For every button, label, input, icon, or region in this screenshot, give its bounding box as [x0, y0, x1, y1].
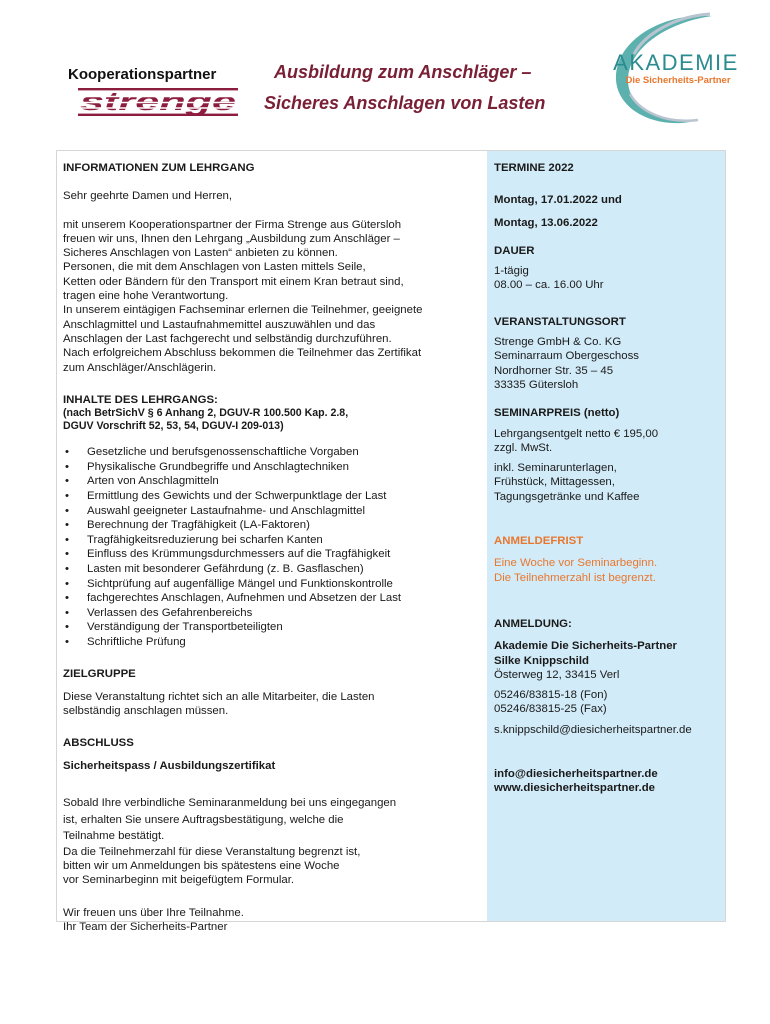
ort-heading: VERANSTALTUNGSORT — [494, 315, 626, 328]
closing-b — [63, 845, 481, 888]
inhalte-heading: INHALTE DES LEHRGANGS: — [63, 393, 218, 406]
preis-incl — [494, 461, 719, 504]
intro-line: In unserem eintägigen Fachseminar erlernen die Teilnehmer, geeignete — [63, 304, 423, 317]
preis-incl-line: inkl. Seminarunterlagen, — [494, 462, 617, 475]
list-item: • Sichtprüfung auf augenfällige Mängel und Funktionskontrolle — [63, 577, 481, 592]
intro-line: tragen eine hohe Verantwortung. — [63, 290, 229, 303]
frist-1: Eine Woche vor Seminarbeginn. — [494, 557, 658, 570]
zielgruppe-line-2: selbständig anschlagen müssen. — [63, 705, 229, 718]
closing-line: vor Seminarbeginn mit beigefügtem Formular. — [63, 874, 295, 887]
intro-line: Sicheres Anschlagen von Lasten“ anbieten zu können. — [63, 247, 338, 260]
partner-label: Kooperationspartner — [68, 66, 217, 83]
intro-line: zum Anschläger/Anschlägerin. — [63, 361, 217, 374]
intro-text — [63, 218, 481, 375]
left-column — [57, 151, 487, 933]
closing-line: Teilnahme bestätigt. — [63, 830, 165, 843]
list-item: • Ermittlung des Gewichts und der Schwerpunktlage der Last — [63, 489, 481, 504]
ort-line: 33335 Gütersloh — [494, 378, 579, 391]
website-link[interactable]: www.diesicherheitspartner.de — [494, 782, 655, 795]
strenge-logo[interactable] — [78, 86, 238, 118]
anmeldung-org: Akademie Die Sicherheits-Partner — [494, 640, 677, 653]
strenge-logo-text: strenge — [80, 86, 236, 116]
list-item: • Verlassen des Gefahrenbereichs — [63, 606, 481, 621]
email-link[interactable]: s.knippschild@diesicherheitspartner.de — [494, 723, 692, 736]
title-line-1: Ausbildung zum Anschläger – — [274, 62, 532, 82]
closing-line: ist, erhalten Sie unsere Auftragsbestätigung, welche die — [63, 813, 344, 826]
intro-line: Anschlagmittel und Lastaufnahmemittel auszuwählen und das — [63, 318, 376, 331]
intro-line: Personen, die mit dem Anschlagen von Lasten mittels Seile, — [63, 261, 366, 274]
zielgruppe-heading: ZIELGRUPPE — [63, 668, 136, 681]
greeting: Sehr geehrte Damen und Herren, — [63, 190, 233, 203]
intro-line: Anschlagen der Last fachgerecht und selbständig durchzuführen. — [63, 332, 392, 345]
dauer-heading: DAUER — [494, 244, 535, 257]
closing-line: Sobald Ihre verbindliche Seminaranmeldung bei uns eingegangen — [63, 796, 397, 809]
farewell-2: Ihr Team der Sicherheits-Partner — [63, 920, 228, 933]
list-item: • Schriftliche Prüfung — [63, 635, 481, 650]
phone: 05246/83815-18 (Fon) — [494, 689, 608, 702]
preis-incl-line: Tagungsgetränke und Kaffee — [494, 490, 640, 503]
intro-line: freuen wir uns, Ihnen den Lehrgang „Ausbildung zum Anschläger – — [63, 232, 400, 245]
inhalte-ref-1: (nach BetrSichV § 6 Anhang 2, DGUV-R 100.500 Kap. 2.8, — [63, 407, 349, 420]
inhalte-list — [63, 445, 481, 649]
list-item: • Auswahl geeigneter Lastaufnahme- und Anschlagmittel — [63, 504, 481, 519]
fax: 05246/83815-25 (Fax) — [494, 703, 607, 716]
preis-incl-line: Frühstück, Mittagessen, — [494, 476, 615, 489]
zielgruppe-line-1: Diese Veranstaltung richtet sich an alle Mitarbeiter, die Lasten — [63, 690, 375, 703]
list-item: • Physikalische Grundbegriffe und Anschlagtechniken — [63, 460, 481, 475]
list-item: • Einfluss des Krümmungsdurchmessers auf die Tragfähigkeit — [63, 547, 481, 562]
termine-heading: TERMINE 2022 — [494, 162, 574, 174]
list-item: • Gesetzliche und berufsgenossenschaftliche Vorgaben — [63, 445, 481, 460]
preis-1: Lehrgangsentgelt netto € 195,00 — [494, 427, 659, 440]
abschluss-heading: ABSCHLUSS — [63, 737, 134, 750]
closing-line: bitten wir um Anmeldungen bis spätestens eine Woche — [63, 860, 340, 873]
ort-line: Seminarraum Obergeschoss — [494, 350, 639, 363]
ort-line: Nordhorner Str. 35 – 45 — [494, 364, 614, 377]
list-item: • Verständigung der Transportbeteiligten — [63, 620, 481, 635]
date-1: Montag, 17.01.2022 und — [494, 194, 622, 207]
frist-heading: ANMELDEFRIST — [494, 535, 584, 548]
ort-address — [494, 335, 719, 392]
info-heading: INFORMATIONEN ZUM LEHRGANG — [63, 162, 255, 174]
preis-heading: SEMINARPREIS (netto) — [494, 407, 620, 420]
dauer-2: 08.00 – ca. 16.00 Uhr — [494, 279, 604, 292]
anmeldung-person: Silke Knippschild — [494, 654, 589, 667]
title-line-2: Sicheres Anschlagen von Lasten — [264, 93, 546, 113]
anmeldung-address: Österweg 12, 33415 Verl — [494, 668, 620, 681]
list-item: • Tragfähigkeitsreduzierung bei scharfen Kanten — [63, 533, 481, 548]
akademie-name: AKADEMIE — [613, 50, 739, 75]
intro-line: Ketten oder Bändern für den Transport mit einem Kran betraut sind, — [63, 275, 404, 288]
intro-line: Nach erfolgreichem Abschluss bekommen die Teilnehmer das Zertifikat — [63, 347, 422, 360]
list-item: • Arten von Anschlagmitteln — [63, 474, 481, 489]
intro-line: mit unserem Kooperationspartner der Firma Strenge aus Gütersloh — [63, 218, 402, 231]
list-item: • Berechnung der Tragfähigkeit (LA-Faktoren) — [63, 518, 481, 533]
list-item: • fachgerechtes Anschlagen, Aufnehmen und Absetzen der Last — [63, 591, 481, 606]
frist-2: Die Teilnehmerzahl ist begrenzt. — [494, 571, 656, 584]
ort-line: Strenge GmbH & Co. KG — [494, 336, 622, 349]
akademie-logo[interactable] — [594, 10, 740, 130]
farewell-1: Wir freuen uns über Ihre Teilnahme. — [63, 906, 244, 919]
anmeldung-heading: ANMELDUNG: — [494, 617, 572, 630]
akademie-sub: Die Sicherheits-Partner — [625, 75, 731, 86]
closing-line: Da die Teilnehmerzahl für diese Veranstaltung begrenzt ist, — [63, 845, 361, 858]
list-item: • Lasten mit besonderer Gefährdung (z. B. Gasflaschen) — [63, 562, 481, 577]
right-column — [487, 151, 725, 921]
closing-a — [63, 795, 481, 845]
header — [0, 0, 770, 150]
preis-2: zzgl. MwSt. — [494, 441, 553, 454]
date-2: Montag, 13.06.2022 — [494, 216, 598, 229]
info-email-link[interactable]: info@diesicherheitspartner.de — [494, 768, 658, 781]
content-box — [56, 150, 726, 933]
dauer-1: 1-tägig — [494, 265, 529, 278]
abschluss-sub: Sicherheitspass / Ausbildungszertifikat — [63, 759, 276, 772]
inhalte-ref-2: DGUV Vorschrift 52, 53, 54, DGUV-I 209-013) — [63, 420, 284, 433]
